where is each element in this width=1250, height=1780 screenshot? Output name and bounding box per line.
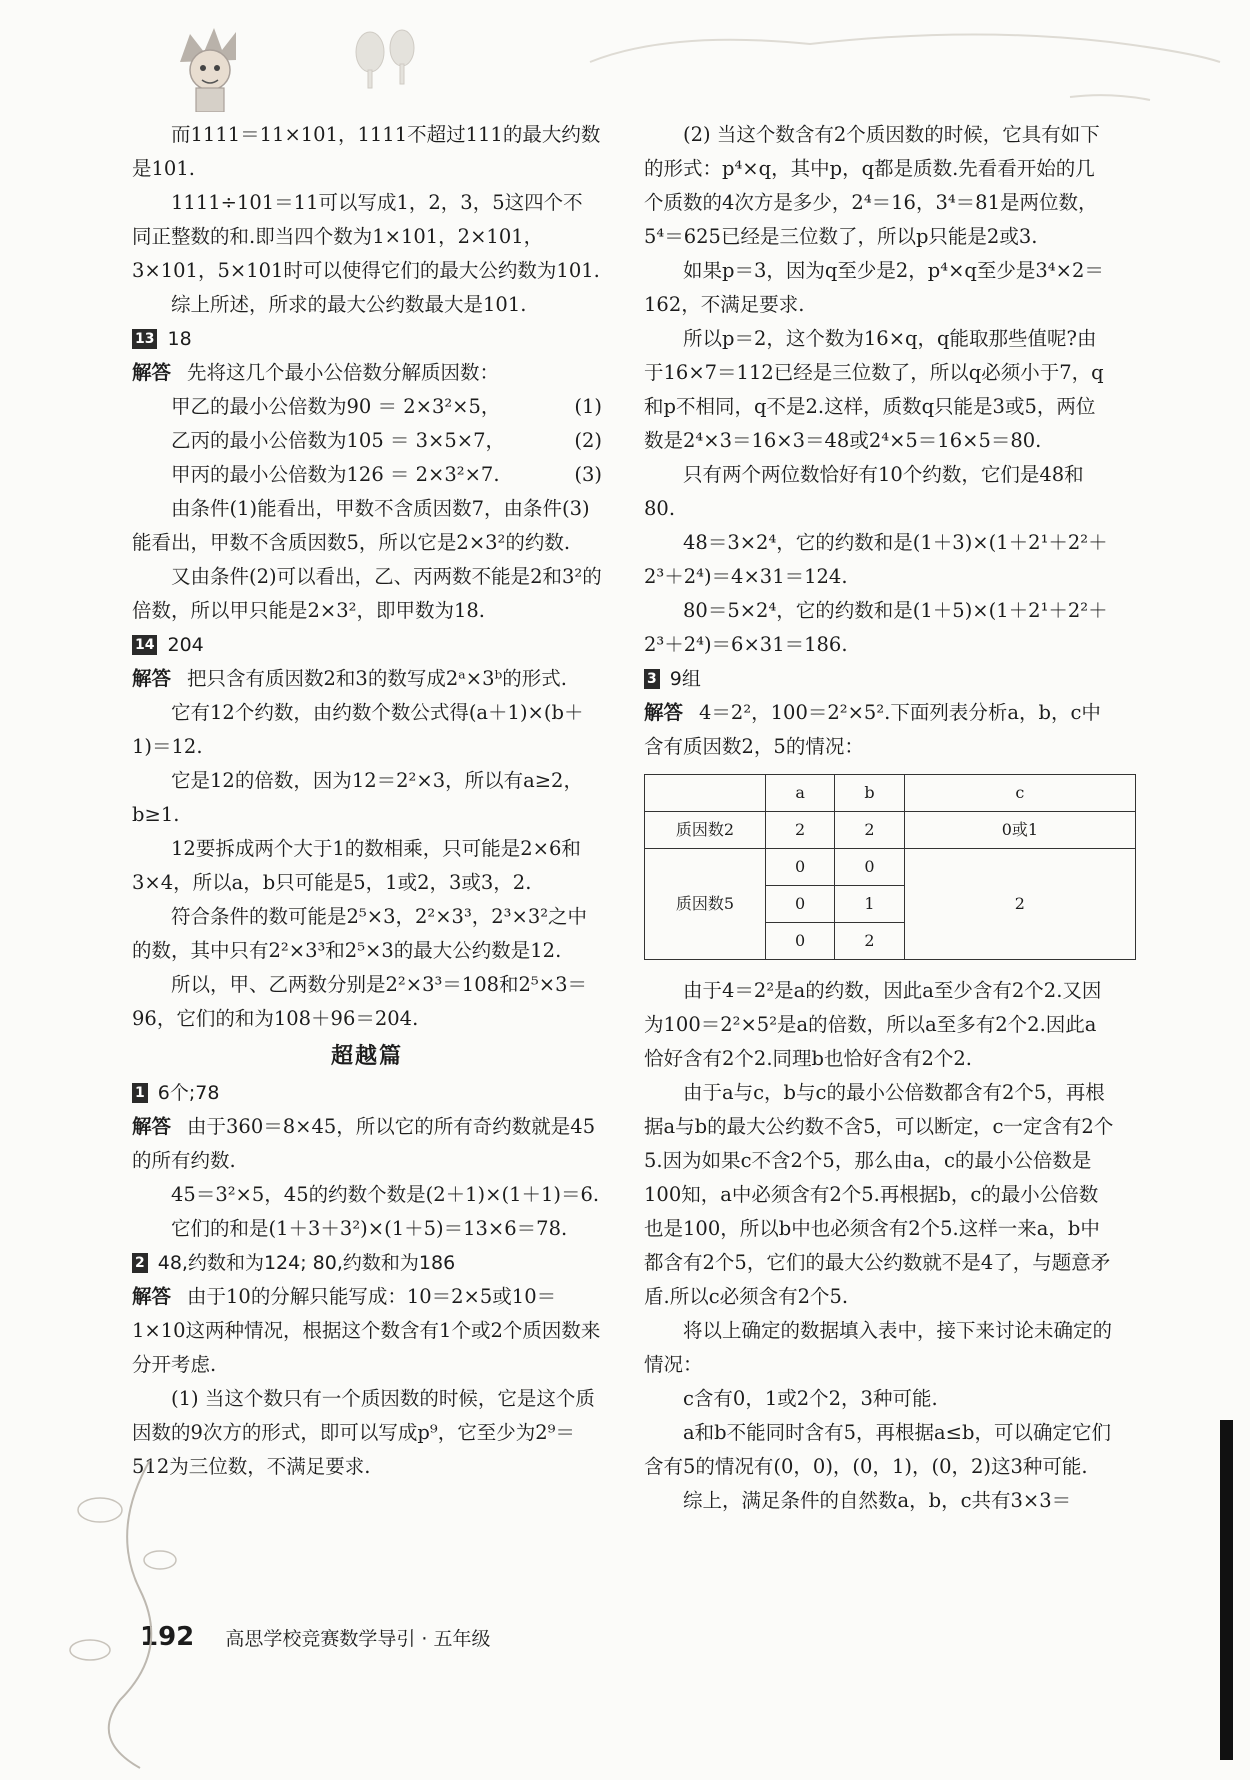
solution-intro: 解答 先将这几个最小公倍数分解质因数： (132, 361, 500, 384)
paragraph: 如果p＝3，因为q至少是2，p⁴×q至少是3⁴×2＝162，不满足要求. (644, 259, 1104, 316)
equation-line: 乙丙的最小公倍数为105 ＝ 3×5×7， (2) (132, 424, 602, 458)
question-answer: 48,约数和为124; 80,约数和为186 (157, 1252, 456, 1274)
question-2-header (132, 1246, 602, 1280)
solution-intro: 解答 把只含有质因数2和3的数写成2ᵃ×3ᵇ的形式. (132, 667, 567, 690)
cloud-outline (590, 34, 1220, 62)
question-answer: 6个;78 (157, 1082, 220, 1104)
table-cell: 0 (766, 886, 835, 923)
question-number-badge: 2 (132, 1253, 148, 1273)
paragraph: c含有0，1或2个2，3种可能. (683, 1387, 938, 1410)
section-title: 超越篇 (330, 1044, 403, 1069)
paragraph: 所以p＝2，这个数为16×q，q能取那些值呢?由于16×7＝112已经是三位数了，所以q必须小于7，q和p不相同，q不是2.这样，质数q只能是3或5，两位数是2⁴×3＝16×3＝48或2⁴×5＝16×5＝80. (644, 327, 1104, 452)
paragraph: 它们的和是(1＋3＋3²)×(1＋5)＝13×6＝78. (171, 1217, 568, 1240)
equation-number: (3) (574, 463, 602, 486)
question-1-header (132, 1076, 602, 1110)
paragraph: 由于4＝2²是a的约数，因此a至少含有2个2.又因为100＝2²×5²是a的倍数，所以a至多有2个2.因此a恰好含有2个2.同理b也恰好含有2个2. (644, 979, 1102, 1070)
header-decoration (170, 22, 1230, 112)
question-number-badge: 1 (132, 1083, 148, 1103)
table-header-cell: c (904, 775, 1135, 812)
solution-intro: 解答 由于360＝8×45，所以它的所有奇约数就是45的所有约数. (132, 1115, 596, 1172)
question-number-badge: 3 (644, 669, 660, 689)
table-cell: 0 (766, 849, 835, 886)
paragraph: 只有两个两位数恰好有10个约数，它们是48和80. (644, 463, 1084, 520)
paragraph: 由于a与c，b与c的最小公倍数都含有2个5，再根据a与b的最大公约数不含5，可以断定，c一定含有2个5.因为如果c不含2个5，那么由a，c的最小公倍数是100知，a中必须含有2个5.再根据b，c的最小公倍数也是100，所以b中也必须含有2个5.这样一来a，b中都含有2个5，它们的最大公约数就不是4了，与题意矛盾.所以c必须含有2个5. (644, 1081, 1114, 1308)
paragraph: 综上所述，所求的最大公约数最大是101. (171, 293, 527, 316)
question-number-badge: 14 (132, 635, 157, 655)
table-cell (645, 775, 766, 812)
question-answer: 18 (167, 328, 192, 350)
paragraph: 由条件(1)能看出，甲数不含质因数7，由条件(3)能看出，甲数不含质因数5，所以它是2×3²的约数. (132, 497, 590, 554)
paragraph: 它是12的倍数，因为12＝2²×3，所以有a≥2，b≥1. (132, 769, 583, 826)
left-column (132, 118, 602, 1484)
page-footer (140, 1622, 491, 1652)
paragraph: 1111÷101＝11可以写成1，2，3，5这四个不同正整数的和.即当四个数为1×101，2×101，3×101，5×101时可以使得它们的最大公约数为101. (132, 191, 600, 282)
solution-label: 解答 (132, 1115, 172, 1138)
paragraph: (1) 当这个数只有一个质因数的时候，它是这个质因数的9次方的形式，即可以写成p⁹，它至少为2⁹＝512为三位数，不满足要求. (132, 1387, 595, 1478)
paragraph: 48＝3×2⁴，它的约数和是(1＋3)×(1＋2¹＋2²＋2³＋2⁴)＝4×31＝124. (644, 531, 1108, 588)
paragraph: (2) 当这个数含有2个质因数的时候，它具有如下的形式：p⁴×q，其中p，q都是质数.先看看开始的几个质数的4次方是多少，2⁴＝16，3⁴＝81是两位数，5⁴＝625已经是三位数了，所以p只能是2或3. (644, 123, 1100, 248)
paragraph: 符合条件的数可能是2⁵×3，2²×3³，2³×3²之中的数，其中只有2²×3³和2⁵×3的最大公约数是12. (132, 905, 588, 962)
equation-line: 甲丙的最小公倍数为126 ＝ 2×3²×7. (3) (132, 458, 602, 492)
table-row (645, 812, 1136, 849)
solution-intro: 解答 由于10的分解只能写成：10＝2×5或10＝1×10这两种情况，根据这个数含有1个或2个质因数来分开考虑. (132, 1285, 601, 1376)
equation-number: (2) (574, 429, 602, 452)
table-header-cell: b (835, 775, 905, 812)
solution-intro: 解答 4＝2²，100＝2²×5².下面列表分析a，b，c中含有质因数2，5的情况： (644, 701, 1101, 758)
table-cell: 0或1 (904, 812, 1135, 849)
equation-line: 甲乙的最小公倍数为90 ＝ 2×3²×5， (1) (132, 390, 602, 424)
table-cell: 2 (766, 812, 835, 849)
table-header-row (645, 775, 1136, 812)
table-cell: 1 (835, 886, 905, 923)
solution-label: 解答 (644, 701, 684, 724)
question-3-header (644, 662, 1114, 696)
right-column (644, 118, 1114, 1518)
paragraph: 所以，甲、乙两数分别是2²×3³＝108和2⁵×3＝96，它们的和为108＋96＝204. (132, 973, 587, 1030)
solution-label: 解答 (132, 667, 172, 690)
table-cell: 2 (835, 923, 905, 960)
page-edge-bar (1220, 1420, 1233, 1760)
paragraph: 而1111＝11×101，1111不超过111的最大约数是101. (132, 123, 601, 180)
table-cell: 2 (835, 812, 905, 849)
paragraph: 将以上确定的数据填入表中，接下来讨论未确定的情况： (644, 1319, 1113, 1376)
question-number-badge: 13 (132, 329, 157, 349)
table-cell: 0 (835, 849, 905, 886)
row-label: 质因数2 (645, 812, 766, 849)
solution-label: 解答 (132, 1285, 172, 1308)
row-label: 质因数5 (645, 849, 766, 960)
question-answer: 204 (167, 634, 204, 656)
cartoon-boy-icon (180, 28, 236, 112)
paragraph: 它有12个约数，由约数个数公式得(a＋1)×(b＋1)＝12. (132, 701, 584, 758)
question-13-header (132, 322, 602, 356)
book-title: 高思学校竞赛数学导引 · 五年级 (225, 1628, 491, 1650)
paragraph: 又由条件(2)可以看出，乙、丙两数不能是2和3²的倍数，所以甲只能是2×3²，即甲数为18. (132, 565, 602, 622)
trees-icon (356, 30, 414, 88)
paragraph: 12要拆成两个大于1的数相乘，只可能是2×6和3×4，所以a，b只可能是5，1或2，3或3，2. (132, 837, 581, 894)
prime-factor-table (644, 774, 1136, 960)
paragraph: 综上，满足条件的自然数a，b，c共有3×3＝ (683, 1489, 1072, 1512)
table-cell: 2 (904, 849, 1135, 960)
table-cell: 0 (766, 923, 835, 960)
equation-number: (1) (574, 395, 602, 418)
question-answer: 9组 (669, 668, 701, 690)
paragraph: a和b不能同时含有5，再根据a≤b，可以确定它们含有5的情况有(0，0)，(0，1)，(0，2)这3种可能. (644, 1421, 1111, 1478)
paragraph: 45＝3²×5，45的约数个数是(2＋1)×(1＋1)＝6. (171, 1183, 600, 1206)
page-number: 192 (140, 1622, 195, 1652)
solution-label: 解答 (132, 361, 172, 384)
paragraph: 80＝5×2⁴，它的约数和是(1＋5)×(1＋2¹＋2²＋2³＋2⁴)＝6×31＝186. (644, 599, 1108, 656)
table-header-cell: a (766, 775, 835, 812)
question-14-header (132, 628, 602, 662)
floral-vine-decoration (30, 1450, 180, 1770)
table-row (645, 849, 1136, 886)
